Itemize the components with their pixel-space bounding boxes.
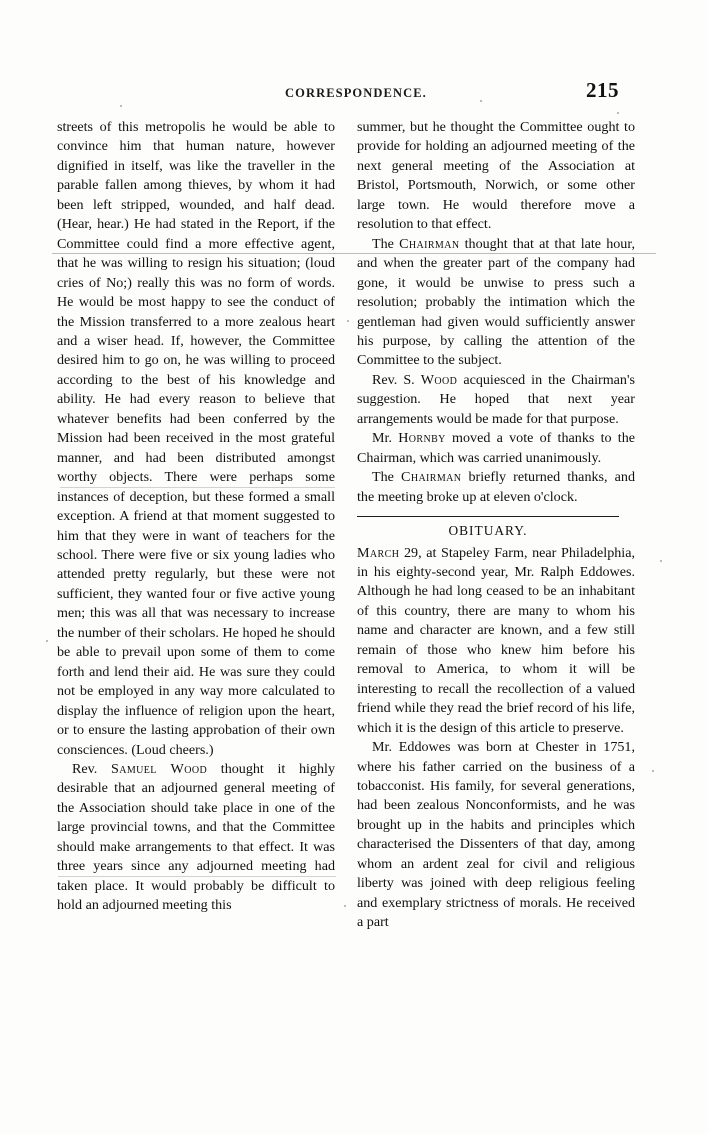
paragraph: March 29, at Stapeley Farm, near Philadelphia, in his eighty-second year, Mr. Ralph Eddowes. Although he had long ceased to be an inhabitant of this country, there are many to whom his name and character are known, and a few still remain of those who knew him before his removal to America, to whom it will be interesting to recall the recollection of a valued friend while they read the brief record of his life, which it is the design of this article to preserve. <box>357 544 635 736</box>
page-title: CORRESPONDENCE. <box>285 86 427 100</box>
running-head <box>55 78 655 106</box>
paragraph: The Chairman thought that at that late hour, and when the greater part of the company had gone, it would be unwise to press such a resolution; probably the intimation which the gentleman had given would sufficiently answer his purpose, by calling the attention of the Committee to the subject. <box>357 235 635 369</box>
paragraph: Rev. S. Wood acquiesced in the Chairman's suggestion. He hoped that next year arrangements would be made for that purpose. <box>357 371 635 427</box>
section-divider-rule <box>357 516 619 517</box>
column-left <box>57 118 335 916</box>
speaker-name: Samuel Wood <box>110 760 208 777</box>
paragraph: Mr. Hornby moved a vote of thanks to the Chairman, which was carried unanimously. <box>357 430 635 466</box>
paragraph: summer, but he thought the Committee ought to provide for holding an adjourned meeting of the next general meeting of the Association at Bristol, Portsmouth, Norwich, or some other large town. He would therefore move a resolution to that effect. <box>357 119 635 233</box>
column-right <box>357 118 635 933</box>
paragraph: The Chairman briefly returned thanks, and the meeting broke up at eleven o'clock. <box>357 469 635 505</box>
speaker-name: Chairman <box>399 235 460 252</box>
scan-speck <box>660 560 662 562</box>
speaker-name: Wood <box>420 371 458 388</box>
paragraph: Mr. Eddowes was born at Chester in 1751, where his father carried on the business of a tobacconist. His family, for several generations, had been zealous Nonconformists, and he was brought up in the habits and principles which characterised the Dissenters of that day, among whom an ardent zeal for civil and religious liberty was joined with deep religious feeling and exemplary strictness of morals. He received a part <box>357 739 635 931</box>
paragraph: Rev. Samuel Wood thought it highly desirable that an adjourned general meeting of the Association should take place in one of the large provincial towns, and that the Committee should make arrangements to that effect. It was three years since any adjourned meeting had taken place. It would probably be difficult to hold an adjourned meeting this <box>57 760 335 914</box>
scan-speck <box>46 640 48 642</box>
date-label: March <box>357 544 400 561</box>
speaker-name: Hornby <box>398 430 446 447</box>
speaker-name: Chairman <box>401 469 462 486</box>
paragraph: streets of this metropolis he would be able to convince him that human nature, however dignified in itself, was like the traveller in the parable fallen among thieves, by whom it had been left stripped, wounded, and half dead. (Hear, hear.) He had stated in the Report, if the Committee could find a more effective agent, that he was willing to resign his situation; (loud cries of No;) really this was no form of words. He would be most happy to see the conduct of the Mission transferred to a more zealous heart and a wiser head. If, however, the Committee desired him to go on, he was willing to proceed according to the best of his knowledge and ability. He had every reason to believe that whatever benefits had been conferred by the Mission had been received in the most grateful manner, and had been distributed amongst worthy objects. There were perhaps some instances of deception, but these formed a small exception. A friend at that moment suggested to him that they were in want of teachers for the school. There were five or six young ladies who attended pretty regularly, but these were not sufficient, they wanted four or five active young men; this was all that was necessary to increase the number of their scholars. He hoped he should be able to prevail upon some of them to come forth and lend their aid. He was sure they could not be employed in any way more calculated to display the influence of religion upon the heart, or to ensure the lasting approbation of their own consciences. (Loud cheers.) <box>57 119 335 758</box>
scan-speck <box>344 905 346 907</box>
scan-speck <box>347 320 349 322</box>
scan-speck <box>652 770 654 772</box>
page-number: 215 <box>586 78 619 102</box>
obituary-heading: OBITUARY. <box>448 523 528 539</box>
scan-speck <box>617 112 619 114</box>
